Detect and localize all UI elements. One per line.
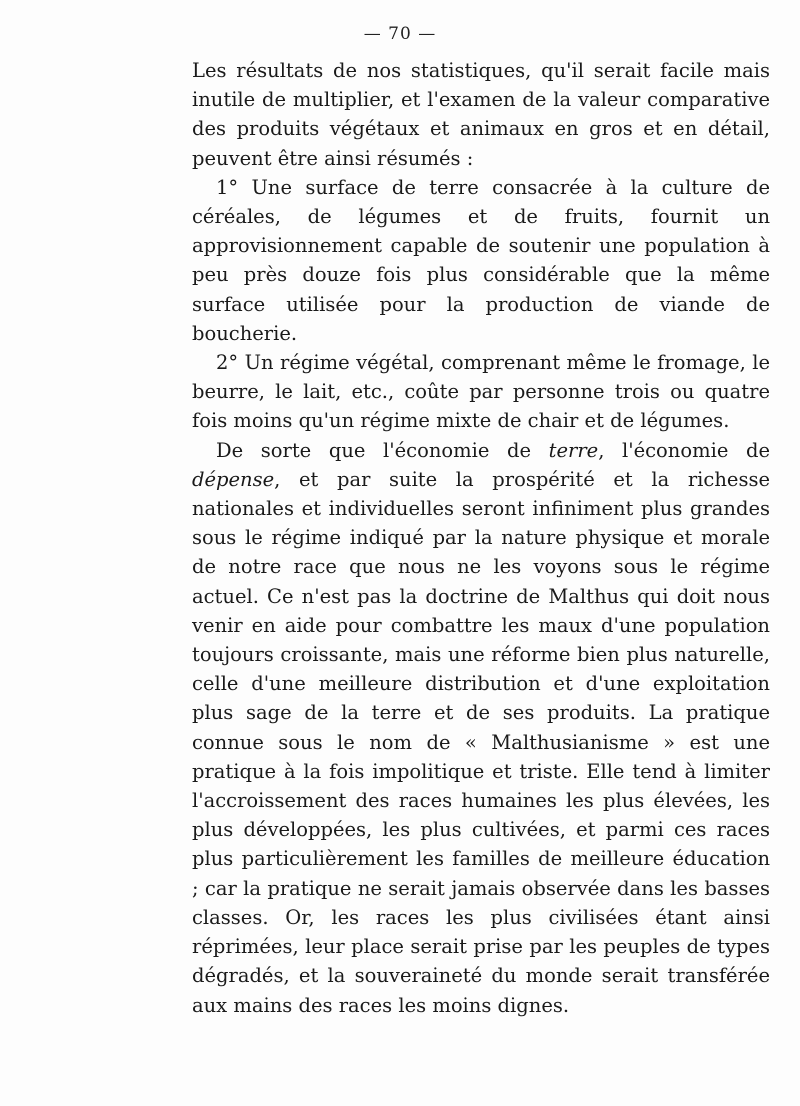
page-number: — 70 — (363, 24, 437, 44)
conclusion-emphasis-depense: dépense (192, 467, 275, 491)
paragraph-conclusion (192, 436, 770, 1020)
conclusion-emphasis-terre: terre (548, 438, 599, 462)
point-1-marker: 1° (216, 175, 239, 199)
paragraph-point-1 (192, 173, 770, 348)
conclusion-text-after: , et par suite la prospérité et la richesse nationales et individuelles seront infiniment plus grandes sous le régime indiqué par la nature physique et morale de notre race que nous ne les voyons sous le régime actuel. Ce n'est pas la doctrine de Malthus qui doit nous venir en aide pour combattre les maux d'une population toujours croissante, mais une réforme bien plus naturelle, celle d'une meilleure distribution et d'une exploitation plus sage de la terre et de ses produits. La pratique connue sous le nom de « Malthusianisme » est une pratique à la fois impolitique et triste. Elle tend à limiter l'accroissement des races humaines les plus élevées, les plus développées, les plus cultivées, et parmi ces races plus particulièrement les familles de meilleure éducation ; car la pratique ne serait jamais observée dans les basses classes. Or, les races les plus civilisées étant ainsi réprimées, leur place serait prise par les peuples de types dégradés, et la souveraineté du monde serait transférée aux mains des races les moins dignes. (192, 467, 770, 1017)
point-1-text: Une surface de terre consacrée à la culture de céréales, de légumes et de fruits, fournit un approvisionnement capable de soutenir une population à peu près douze fois plus considérable que la même surface utilisée pour la production de viande de boucherie. (192, 175, 770, 345)
paragraph-intro-text: Les résultats de nos statistiques, qu'il serait facile mais inutile de multiplier, et l'examen de la valeur comparative des produits végétaux et animaux en gros et en détail, peuvent être ainsi résumés : (192, 59, 770, 170)
conclusion-text-middle: , l'économie de (598, 438, 770, 462)
page-body (192, 56, 770, 1020)
point-2-text: Un régime végétal, comprenant même le fromage, le beurre, le lait, etc., coûte par personne trois ou quatre fois moins qu'un régime mixte de chair et de légumes. (192, 351, 770, 433)
point-2-marker: 2° (216, 351, 239, 375)
conclusion-text-before: De sorte que l'économie de (216, 438, 549, 462)
paragraph-point-2 (192, 348, 770, 436)
paragraph-intro (192, 56, 770, 173)
